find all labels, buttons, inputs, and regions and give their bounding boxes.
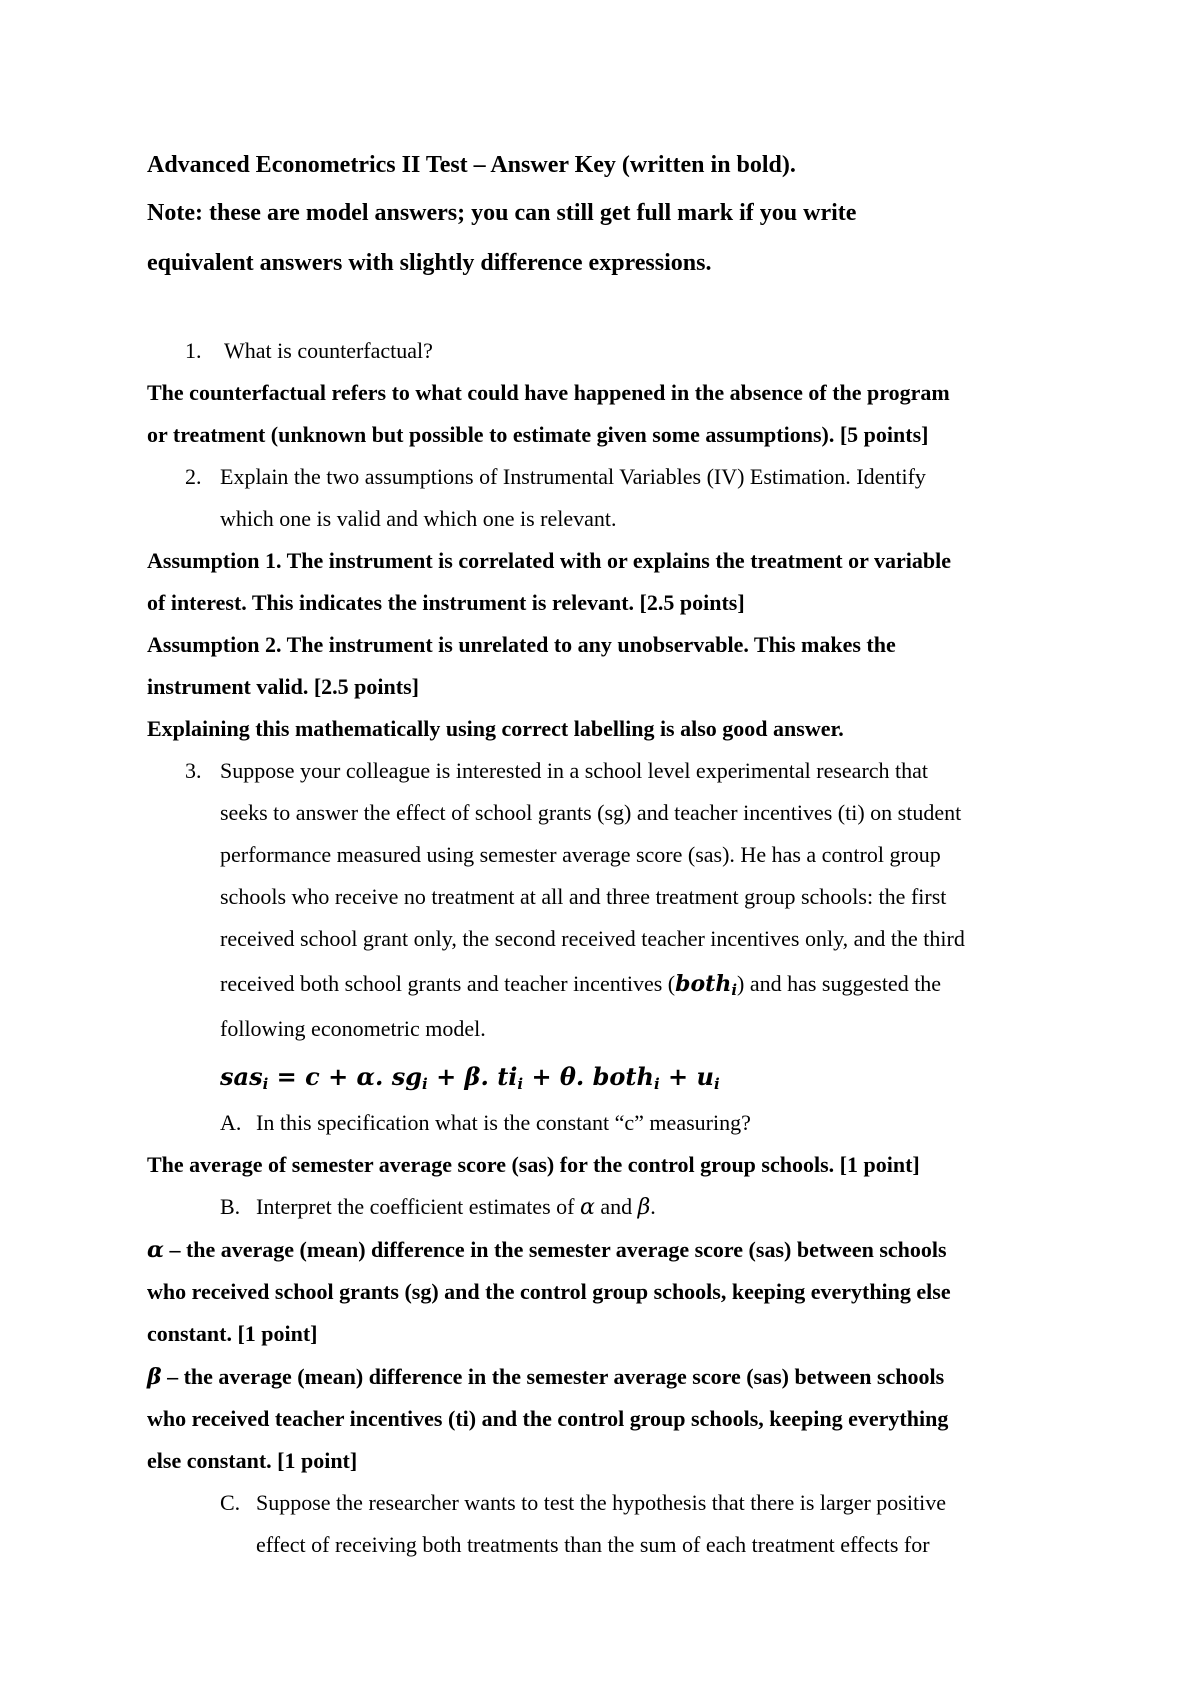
beta-answer-symbol: β	[147, 1364, 162, 1390]
q2-assumption-1-line-1: Assumption 1. The instrument is correlated with or explains the treatment or variable	[147, 548, 951, 573]
q3-line-4: schools who receive no treatment at all and three treatment group schools: the first	[220, 884, 947, 909]
eq-term-u: + u	[659, 1062, 714, 1091]
q1-question: What is counterfactual?	[224, 338, 433, 363]
q2-assumption-2-line-1: Assumption 2. The instrument is unrelated to any unobservable. This makes the	[147, 632, 896, 657]
eq-term-sg: = c + α. sg	[268, 1062, 423, 1091]
q3-line-2: seeks to answer the effect of school grants (sg) and teacher incentives (ti) on student	[220, 800, 962, 825]
q3-line-6	[220, 969, 941, 999]
beta-answer-text: – the average (mean) difference in the semester average score (sas) between schools	[161, 1364, 945, 1389]
q3-line-6-text-before: received both school grants and teacher incentives (	[220, 971, 676, 996]
alpha-answer-line-2: who received school grants (sg) and the control group schools, keeping everything else	[147, 1279, 951, 1304]
q2-assumption-2-line-2: instrument valid. [2.5 points]	[147, 674, 419, 699]
q2-number: 2.	[185, 464, 202, 489]
eq-term-ti: + β. ti	[427, 1062, 518, 1091]
part-a-question-end: ” measuring?	[634, 1110, 751, 1135]
q3-number: 3.	[185, 758, 202, 783]
both-variable-subscript: i	[731, 981, 738, 999]
part-b-question-period: .	[650, 1194, 656, 1219]
part-c-label: C.	[220, 1490, 241, 1515]
q1-answer-line-2: or treatment (unknown but possible to estimate given some assumptions). [5 points]	[147, 422, 929, 447]
beta-symbol: β	[637, 1195, 651, 1220]
eq-sub-2: i	[422, 1075, 428, 1093]
note-line-2: equivalent answers with slightly difference expressions.	[147, 250, 712, 276]
q1-number: 1.	[185, 338, 202, 363]
alpha-symbol: α	[579, 1195, 595, 1220]
q3-line-1: Suppose your colleague is interested in a school level experimental research that	[220, 758, 929, 783]
part-a-question-start: In this specification what is the constant “	[256, 1110, 625, 1135]
q3-line-7: following econometric model.	[220, 1016, 486, 1041]
q1-answer-line-1: The counterfactual refers to what could have happened in the absence of the program	[147, 380, 950, 405]
eq-sas: sas	[220, 1062, 263, 1091]
note-line-1: Note: these are model answers; you can still get full mark if you write	[147, 200, 857, 226]
part-c-line-1: Suppose the researcher wants to test the hypothesis that there is larger positive	[256, 1490, 946, 1515]
part-a-answer: The average of semester average score (sas) for the control group schools. [1 point]	[147, 1152, 920, 1177]
eq-sub-5: i	[713, 1075, 720, 1093]
q2-explanation-note: Explaining this mathematically using correct labelling is also good answer.	[147, 716, 844, 741]
part-a-label: A.	[220, 1110, 242, 1135]
q2-question-line-1: Explain the two assumptions of Instrumental Variables (IV) Estimation. Identify	[220, 464, 926, 489]
part-b-question-start: Interpret the coefficient estimates of	[256, 1194, 580, 1219]
alpha-answer-line-1	[147, 1235, 947, 1265]
document-title: Advanced Econometrics II Test – Answer Key (written in bold).	[147, 152, 796, 178]
alpha-answer-line-3: constant. [1 point]	[147, 1321, 318, 1346]
alpha-answer-symbol: α	[147, 1237, 164, 1263]
part-c-line-2: effect of receiving both treatments than the sum of each treatment effects for	[256, 1532, 930, 1557]
part-b-question	[256, 1192, 656, 1223]
part-b-question-and: and	[594, 1194, 638, 1219]
q3-line-5: received school grant only, the second received teacher incentives only, and the third	[220, 926, 965, 951]
q3-line-3: performance measured using semester average score (sas). He has a control group	[220, 842, 941, 867]
eq-sub-1: i	[262, 1075, 269, 1093]
q2-question-line-2: which one is valid and which one is relevant.	[220, 506, 617, 531]
both-variable-name: both	[675, 971, 732, 997]
part-a-question-c: c	[624, 1110, 635, 1135]
beta-answer-line-3: else constant. [1 point]	[147, 1448, 358, 1473]
q3-line-6-text-after: ) and has suggested the	[737, 971, 942, 996]
beta-answer-line-1	[147, 1362, 944, 1392]
beta-answer-line-2: who received teacher incentives (ti) and the control group schools, keeping everything	[147, 1406, 949, 1431]
econometric-model-equation	[220, 1062, 720, 1092]
part-a-question	[256, 1108, 751, 1138]
eq-term-both: + θ. both	[523, 1062, 654, 1091]
both-variable	[675, 971, 737, 997]
eq-sub-3: i	[517, 1075, 524, 1093]
eq-sub-4: i	[653, 1075, 660, 1093]
q2-assumption-1-line-2: of interest. This indicates the instrument is relevant. [2.5 points]	[147, 590, 745, 615]
part-b-label: B.	[220, 1194, 241, 1219]
alpha-answer-text: – the average (mean) difference in the semester average score (sas) between schools	[163, 1237, 947, 1262]
